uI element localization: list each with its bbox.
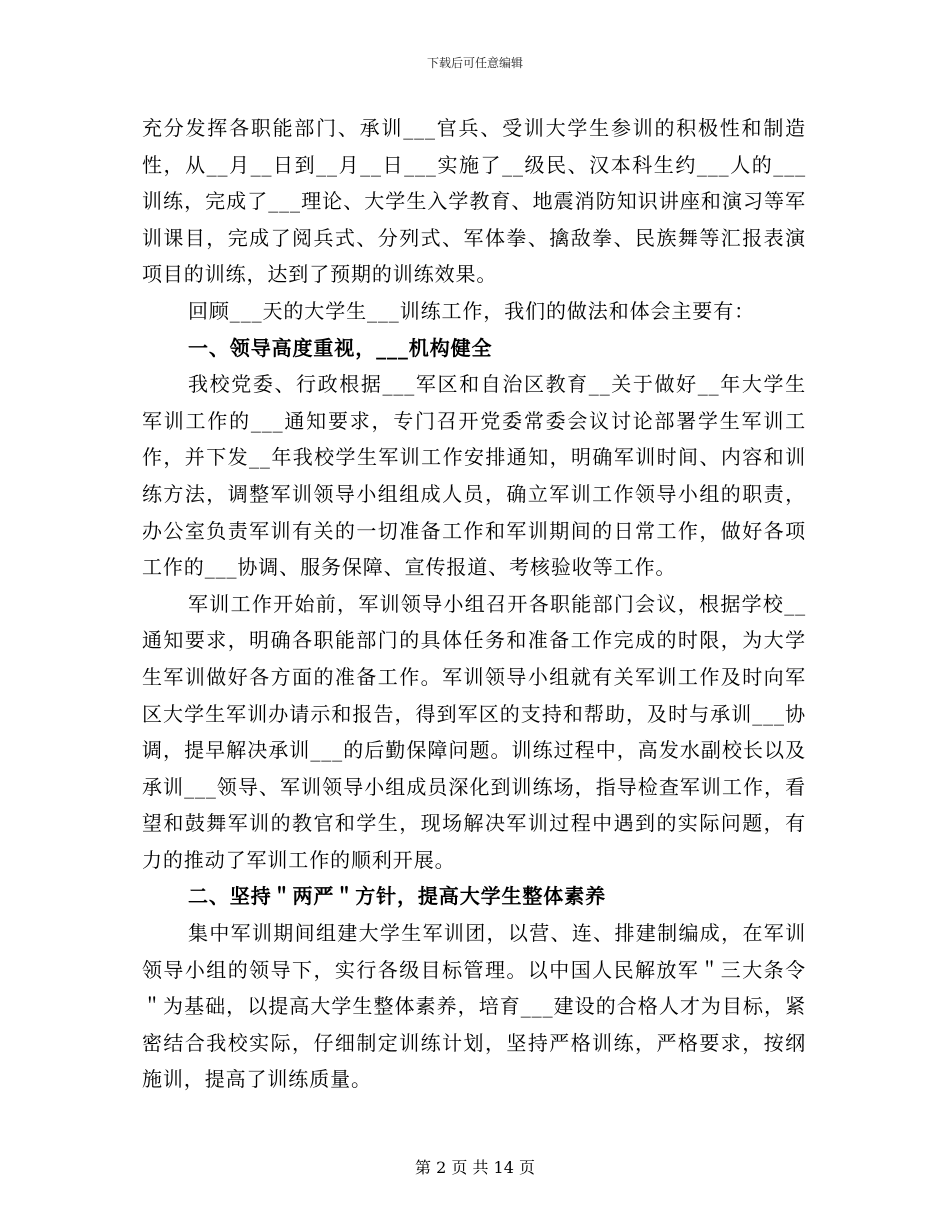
paragraph-preparation: 军训工作开始前，军训领导小组召开各职能部门会议，根据学校__通知要求，明确各职能部门的具体任务和准备工作完成的时限，为大学生军训做好各方面的准备工作。军训领导小组就有关军训工作及时向军区大学生军训办请示和报告，得到军区的支持和帮助，及时与承训___协调，提早解决承训___的后勤保障问题。训练过程中，高发水副校长以及承训___领导、军训领导小组成员深化到训练场，指导检查军训工作，看望和鼓舞军训的教官和学生，现场解决军训过程中遇到的实际问题，有力的推动了军训工作的顺利开展。 (142, 591, 806, 872)
document-body (142, 110, 806, 1098)
section-heading-2: 二、坚持＂两严＂方针，提高大学生整体素养 (188, 884, 606, 909)
section-heading-1: 一、领导高度重视，___机构健全 (188, 335, 493, 360)
paragraph-continuation: 充分发挥各职能部门、承训___官兵、受训大学生参训的积极性和制造性，从__月__日到__月__日___实施了__级民、汉本科生约___人的___训练，完成了___理论、大学生入学教育、地震消防知识讲座和演习等军训课目，完成了阅兵式、分列式、军体拳、擒敌拳、民族舞等汇报表演项目的训练，达到了预期的训练效果。 (142, 116, 806, 287)
paragraph-training: 集中军训期间组建大学生军训团，以营、连、排建制编成，在军训领导小组的领导下，实行各级目标管理。以中国人民解放军＂三大条令＂为基础，以提高大学生整体素养，培育___建设的合格人才为目标，紧密结合我校实际，仔细制定训练计划，坚持严格训练，严格要求，按纲施训，提高了训练质量。 (142, 921, 806, 1092)
page-number: 第 2 页 共 14 页 (415, 1158, 535, 1177)
paragraph-review: 回顾___天的大学生___训练工作，我们的做法和体会主要有： (188, 298, 755, 323)
paragraph-leadership: 我校党委、行政根据___军区和自治区教育__关于做好__年大学生军训工作的___通知要求，专门召开党委常委会议讨论部署学生军训工作，并下发__年我校学生军训工作安排通知，明确军训时间、内容和训练方法，调整军训领导小组组成人员，确立军训工作领导小组的职责，办公室负责军训有关的一切准备工作和军训期间的日常工作，做好各项工作的___协调、服务保障、宣传报道、考核验收等工作。 (142, 372, 806, 580)
page-header: 下载后可任意编辑 (426, 56, 523, 70)
